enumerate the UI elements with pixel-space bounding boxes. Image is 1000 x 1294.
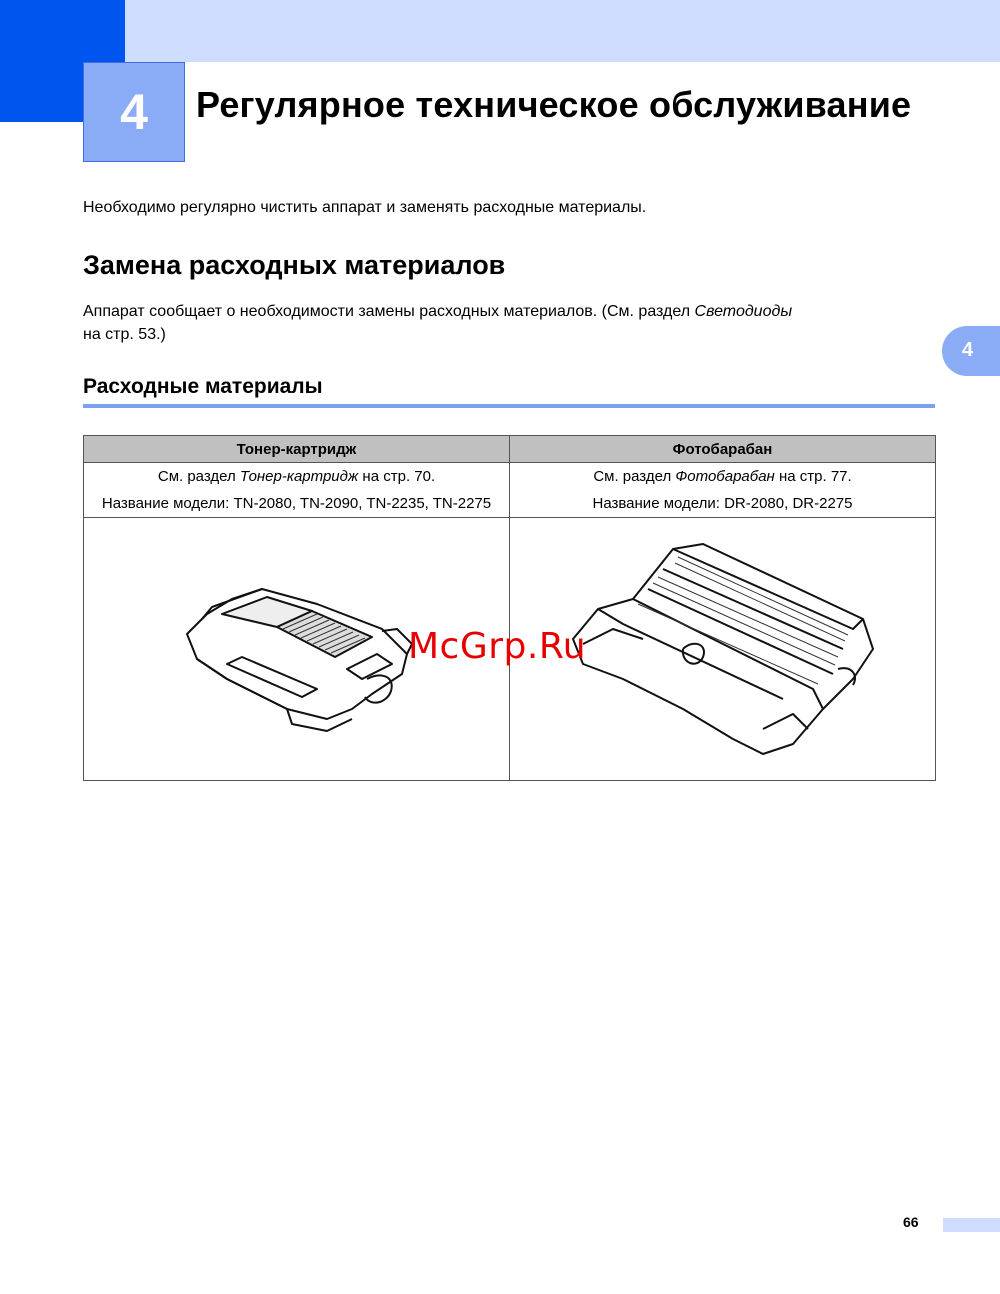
toner-models: Название модели: TN-2080, TN-2090, TN-2235, TN-2275 <box>101 495 492 512</box>
supplies-table <box>83 435 936 781</box>
chapter-side-tab[interactable] <box>942 326 1000 376</box>
drum-info-cell <box>510 463 936 518</box>
subsection-rule <box>83 404 935 408</box>
drum-models: Название модели: DR-2080, DR-2275 <box>592 495 853 512</box>
section-paragraph-page-ref: на стр. 53.) <box>83 326 166 343</box>
chapter-number-box <box>83 62 185 162</box>
watermark: McGrp.Ru <box>408 626 587 667</box>
toner-reference <box>84 463 509 490</box>
section-heading: Замена расходных материалов <box>83 250 506 280</box>
table-header-row <box>84 436 936 463</box>
drum-unit-illustration <box>563 529 883 769</box>
section-paragraph <box>83 300 792 346</box>
drum-reference <box>510 463 935 490</box>
drum-reference-link[interactable]: Фотобарабан <box>675 468 775 485</box>
drum-ref-suffix: на стр. 77. <box>774 468 852 485</box>
subsection-heading: Расходные материалы <box>83 375 323 398</box>
intro-paragraph: Необходимо регулярно чистить аппарат и заменять расходные материалы. <box>83 199 647 216</box>
led-reference-link[interactable]: Светодиоды <box>694 303 793 320</box>
toner-ref-prefix: См. раздел <box>157 468 240 485</box>
drum-ref-prefix: См. раздел <box>593 468 676 485</box>
chapter-title: Регулярное техническое обслуживание <box>196 84 912 125</box>
header-band <box>125 0 1000 62</box>
table-row <box>84 463 936 518</box>
toner-cartridge-illustration <box>167 559 427 739</box>
toner-reference-link[interactable]: Тонер-картридж <box>239 468 359 485</box>
side-tab-label: 4 <box>962 339 974 361</box>
table-header-drum: Фотобарабан <box>510 436 936 463</box>
page-number: 66 <box>903 1214 919 1230</box>
section-paragraph-text: Аппарат сообщает о необходимости замены расходных материалов. (См. раздел <box>83 303 695 320</box>
table-header-toner: Тонер-картридж <box>84 436 510 463</box>
toner-ref-suffix: на стр. 70. <box>358 468 436 485</box>
toner-info-cell <box>84 463 510 518</box>
chapter-number: 4 <box>120 84 148 140</box>
footer-bar <box>943 1218 1000 1232</box>
